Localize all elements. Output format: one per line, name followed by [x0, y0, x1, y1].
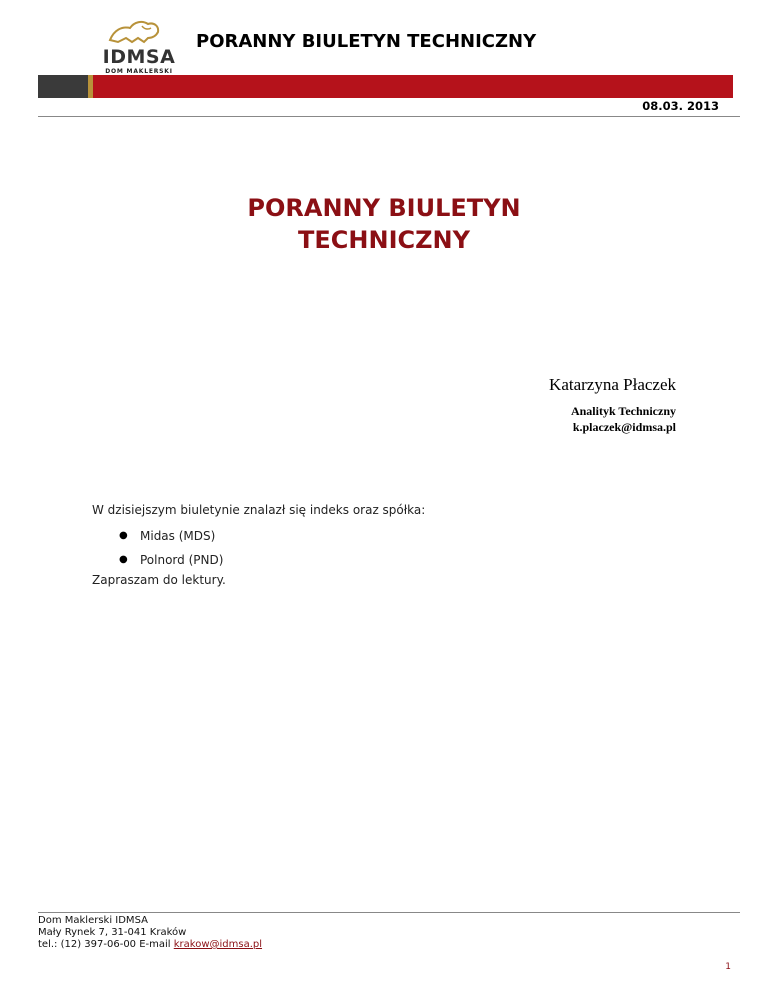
header-title: PORANNY BIULETYN TECHNICZNY: [196, 31, 537, 52]
list-item: [92, 528, 223, 552]
bullet-icon: ●: [119, 530, 128, 541]
bullet-icon: ●: [119, 554, 128, 565]
logo-subtitle: DOM MAKLERSKI: [105, 68, 173, 75]
footer-address: Mały Rynek 7, 31-041 Kraków: [38, 927, 187, 938]
page-number: 1: [725, 962, 731, 972]
document-title: [0, 192, 768, 256]
lion-icon: [104, 16, 164, 46]
author-name: Katarzyna Płaczek: [549, 375, 676, 394]
intro-text: W dzisiejszym biuletynie znalazł się indeks oraz spółka:: [92, 503, 426, 517]
idmsa-logo: [90, 16, 180, 74]
header-divider: [38, 116, 740, 117]
footer-email-link[interactable]: krakow@idmsa.pl: [173, 939, 263, 950]
list-item-label: Midas (MDS): [140, 529, 216, 543]
list-item-label: Polnord (PND): [140, 553, 224, 567]
footer-company: Dom Maklerski IDMSA: [38, 915, 148, 926]
footer: [38, 915, 262, 951]
logo-name: IDMSA: [102, 46, 176, 68]
document-title-line-2: TECHNICZNY: [298, 226, 470, 254]
instrument-list: [92, 528, 223, 576]
author-email: k.placzek@idmsa.pl: [572, 420, 676, 434]
footer-contact: [38, 939, 262, 951]
header-date: 08.03. 2013: [642, 99, 719, 113]
header-bar-gold-segment: [88, 75, 93, 98]
author-role: Analityk Techniczny: [570, 404, 676, 418]
header-bar: [38, 75, 733, 98]
footer-divider: [38, 912, 740, 913]
footer-phone: tel.: (12) 397-06-00 E-mail: [38, 939, 174, 950]
document-title-line-1: PORANNY BIULETYN: [247, 194, 521, 222]
header-bar-dark-segment: [38, 75, 88, 98]
closing-text: Zapraszam do lektury.: [92, 573, 226, 587]
